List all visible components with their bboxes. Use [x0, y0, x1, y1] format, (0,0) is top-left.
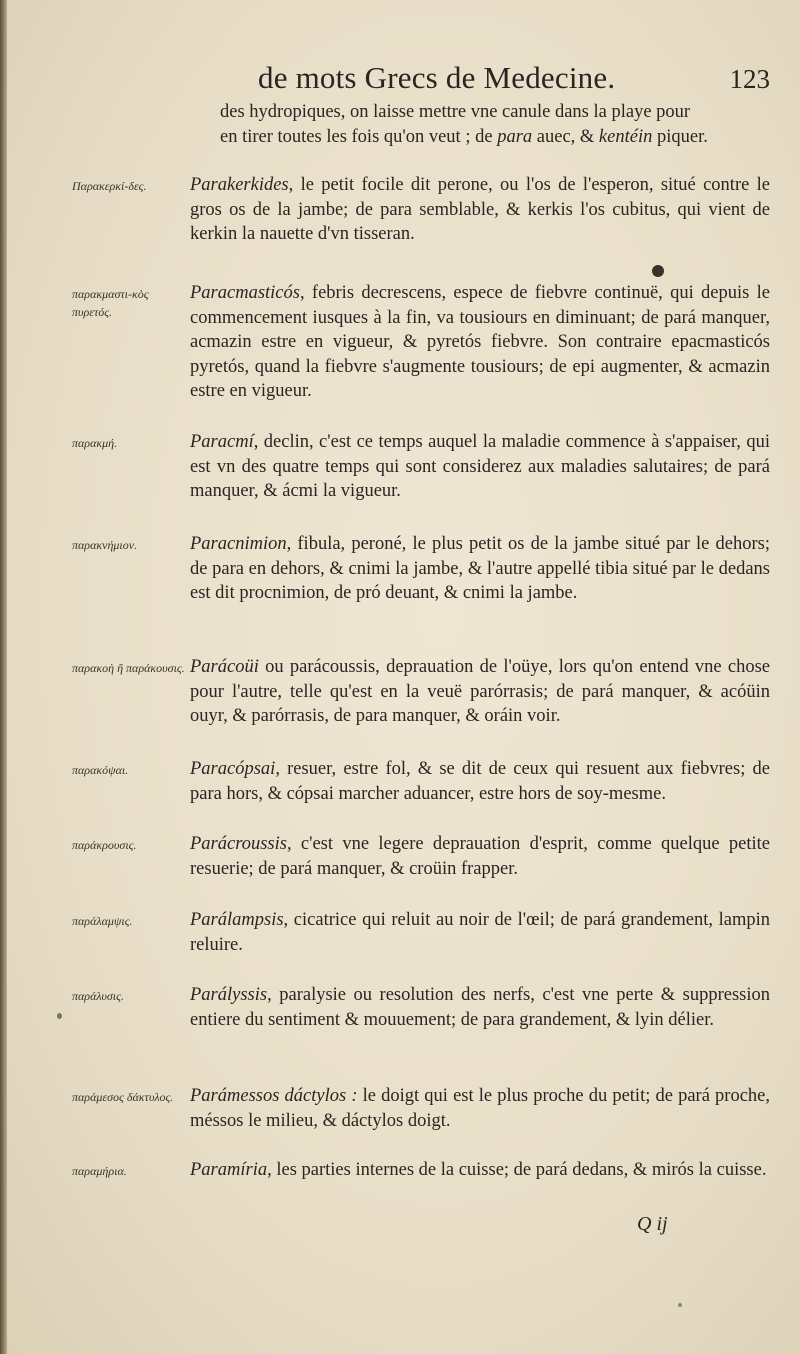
headword: Parámessos dáctylos :: [190, 1086, 358, 1106]
entry-text: [190, 1084, 770, 1133]
greek-term: παράλαμψις.: [72, 914, 133, 928]
intro-text-b: auec, &: [532, 127, 599, 147]
page-spine-shadow: [0, 0, 7, 1354]
definition: , febris decrescens, espece de fiebvre continuë, qui depuis le commencement iusques à la fin, va tousiours en diminuant; de pará manquer, acmazin estre en vigueur, & pyretós fiebvre. Son contraire epacmasticós pyretós, quand la fiebvre s'augmente tousiours; de epi augmenter, & acmazin estre en vigueur.: [190, 283, 770, 401]
headword: Paramíria: [190, 1160, 268, 1180]
headword: Parácroussis: [190, 834, 287, 854]
headword: Paracópsai: [190, 759, 276, 779]
ink-blot: [652, 265, 664, 277]
entry-text: [190, 757, 770, 806]
headword: Parakerkides: [190, 175, 289, 195]
greek-term: παράμεσος δάκτυλος.: [72, 1090, 174, 1104]
definition: le doigt qui est le plus proche du petit; de pará proche, méssos le milieu, & dáctylos doigt.: [190, 1086, 771, 1131]
definition: , cicatrice qui reluit au noir de l'œil; de pará grandement, lampin reluire.: [190, 910, 770, 955]
running-title: de mots Grecs de Medecine.: [258, 60, 616, 95]
definition: , les parties internes de la cuisse; de pará dedans, & mirós la cuisse.: [267, 1160, 767, 1180]
definition: , c'est vne legere deprauation d'esprit, comme quelque petite resuerie; de pará manquer, & croüin frapper.: [190, 834, 770, 879]
headword: Parályssis: [190, 985, 268, 1005]
page-number: 123: [729, 64, 770, 94]
intro-text-c: piquer.: [652, 127, 708, 147]
headword: Parálampsis: [190, 910, 284, 930]
entry-text: [190, 655, 770, 729]
entry-text: [190, 832, 770, 881]
definition: ou parácoussis, deprauation de l'oüye, lors qu'on entend vne chose pour l'autre, telle qu'est en la veuë parórrasis; de pará manquer, & acóüin ouyr, & parórrasis, de para manquer, & oráin voir.: [190, 657, 770, 726]
intro-line-2: [220, 125, 775, 150]
definition: , paralysie ou resolution des nerfs, c'est vne perte & suppression entiere du sentiment & mouuement; de para grandement, & lyin délier.: [190, 985, 770, 1030]
headword: Parácoüi: [190, 657, 259, 677]
greek-term: παρακμή.: [72, 436, 118, 450]
intro-etym-para: para: [497, 127, 533, 147]
definition: , declin, c'est ce temps auquel la maladie commence à s'appaiser, qui est vn des quatre temps qui sont considerez aux maladies salutaires; de pará manquer, & ácmi la vigueur.: [190, 432, 770, 501]
headword: Paracnimion: [190, 534, 287, 554]
headword: Paracmasticós: [190, 283, 300, 303]
ink-speck: [678, 1303, 682, 1307]
greek-term: παράλυσις.: [72, 989, 124, 1003]
greek-term: παρακόψαι.: [72, 763, 129, 777]
intro-etym-kentein: kentéin: [598, 127, 653, 147]
signature-mark: Q ij: [637, 1213, 668, 1235]
entry-text: [190, 173, 770, 247]
greek-term: παρακοὴ ἢ παράκουσις.: [72, 661, 185, 675]
ink-speck: [57, 1013, 62, 1019]
entry-text: [190, 281, 770, 404]
entry-text: [190, 532, 770, 606]
definition: , fibula, peroné, le plus petit os de la jambe situé par le dehors; de para en dehors, & cnimi la jambe, & l'autre appellé tibia situé par le dedans est dit procnimion, de pró deuant, & cnimi la jambe.: [190, 534, 770, 603]
definition: , resuer, estre fol, & se dit de ceux qui resuent aux fiebvres; de para hors, & cópsai marcher aduancer, estre hors de soy-mesme.: [190, 759, 770, 804]
entry-text: [190, 908, 770, 957]
intro-line-1: des hydropiques, on laisse mettre vne canule dans la playe pour: [220, 102, 691, 122]
greek-term: παρακνήμιον.: [72, 538, 138, 552]
definition: , le petit focile dit perone, ou l'os de l'esperon, situé contre le gros os de la jambe; de para semblable, & kerkis l'os cubitus, qui vient de kerkin la nauette d'vn tisseran.: [190, 175, 770, 244]
greek-term: παρακμαστι-κὸς πυρετός.: [72, 287, 149, 319]
greek-term: παραμήρια.: [72, 1164, 127, 1178]
entry-text: [190, 1158, 770, 1183]
page-header: [0, 60, 800, 104]
intro-text-a: en tirer toutes les fois qu'on veut ; de: [220, 127, 498, 147]
headword: Paracmí: [190, 432, 254, 452]
greek-term: Παρακερκί-δες.: [72, 179, 147, 193]
entry-text: [190, 983, 770, 1032]
greek-term: παράκρουσις.: [72, 838, 137, 852]
entry-text: [190, 430, 770, 504]
